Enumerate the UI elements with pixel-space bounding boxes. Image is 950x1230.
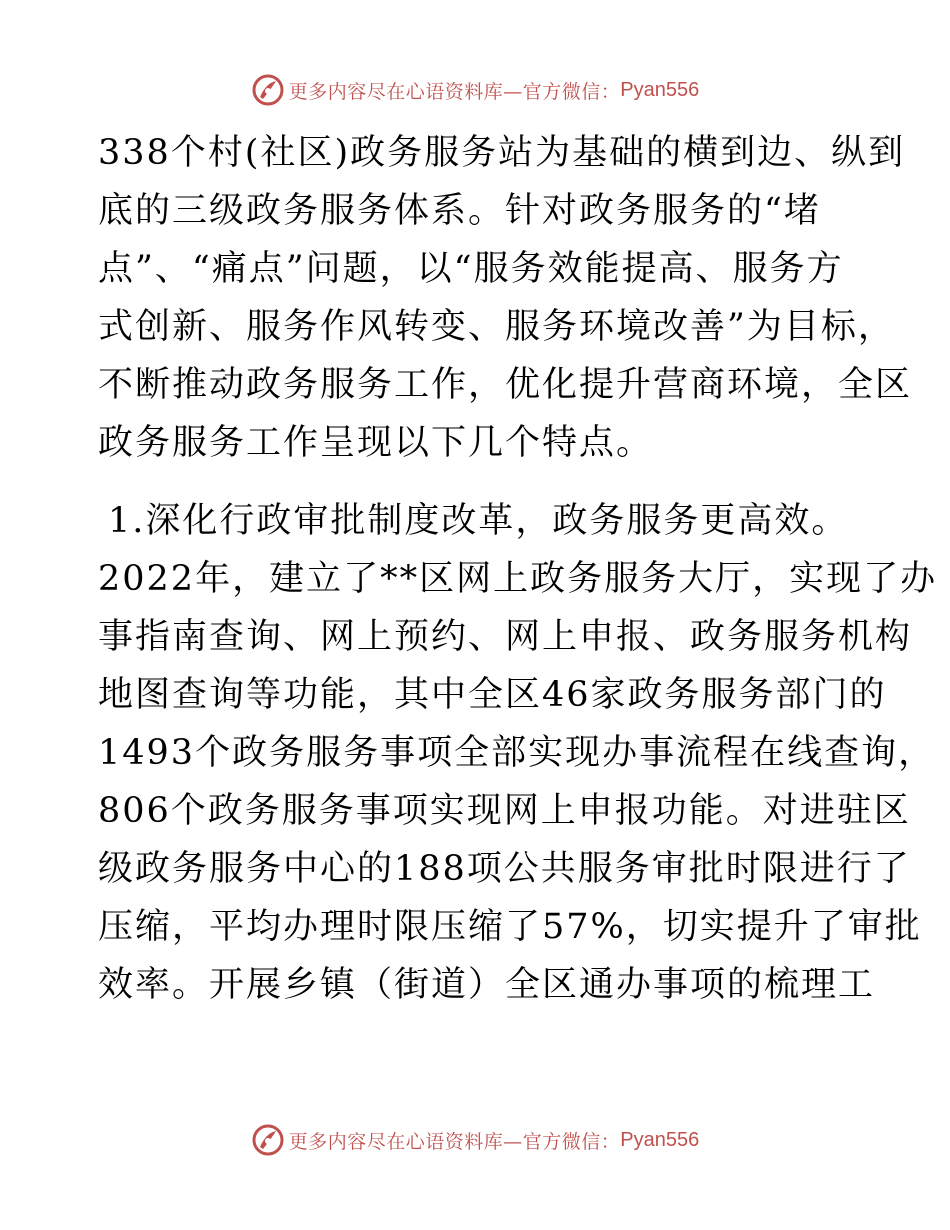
text-line: 底的三级政务服务体系。针对政务服务的“堵: [98, 191, 821, 231]
text-line: 2022年，建立了**区网上政务服务大厅，实现了办: [98, 559, 938, 599]
text-line: 806个政务服务事项实现网上申报功能。对进驻区: [98, 791, 911, 831]
text-line: 地图查询等功能，其中全区46家政务服务部门的: [98, 675, 887, 715]
watermark-wechat-id: Pyan556: [620, 1128, 700, 1151]
header-watermark: [0, 70, 950, 110]
paragraph-intro: [98, 124, 913, 472]
text-line: 压缩，平均办理时限压缩了57%，切实提升了审批: [98, 907, 922, 947]
logo-icon: [251, 1123, 285, 1157]
watermark-text: 更多内容尽在心语资料库—官方微信：: [288, 80, 621, 103]
text-line: 级政务服务中心的188项公共服务审批时限进行了: [98, 849, 911, 889]
watermark-wechat-id: Pyan556: [620, 78, 700, 101]
footer-watermark: [0, 1120, 950, 1160]
text-line: 1493个政务服务事项全部实现办事流程在线查询，: [98, 733, 936, 773]
text-line: 点”、“痛点”问题，以“服务效能提高、服务方: [98, 249, 844, 289]
text-line: 效率。开展乡镇（街道）全区通办事项的梳理工: [98, 965, 876, 1005]
text-line: 338个村(社区)政务服务站为基础的横到边、纵到: [98, 133, 906, 173]
watermark-text: 更多内容尽在心语资料库—官方微信：: [288, 1130, 621, 1153]
logo-icon: [251, 73, 285, 107]
paragraph-section-1: [98, 492, 938, 1014]
document-body: [98, 124, 938, 1014]
text-line: 政务服务工作呈现以下几个特点。: [98, 423, 654, 463]
text-line: 事指南查询、网上预约、网上申报、政务服务机构: [98, 617, 913, 657]
text-line: 式创新、服务作风转变、服务环境改善”为目标，: [98, 307, 895, 347]
text-line: 不断推动政务服务工作，优化提升营商环境，全区: [98, 365, 913, 405]
section-heading: 1.深化行政审批制度改革，政务服务更高效。: [108, 501, 849, 541]
